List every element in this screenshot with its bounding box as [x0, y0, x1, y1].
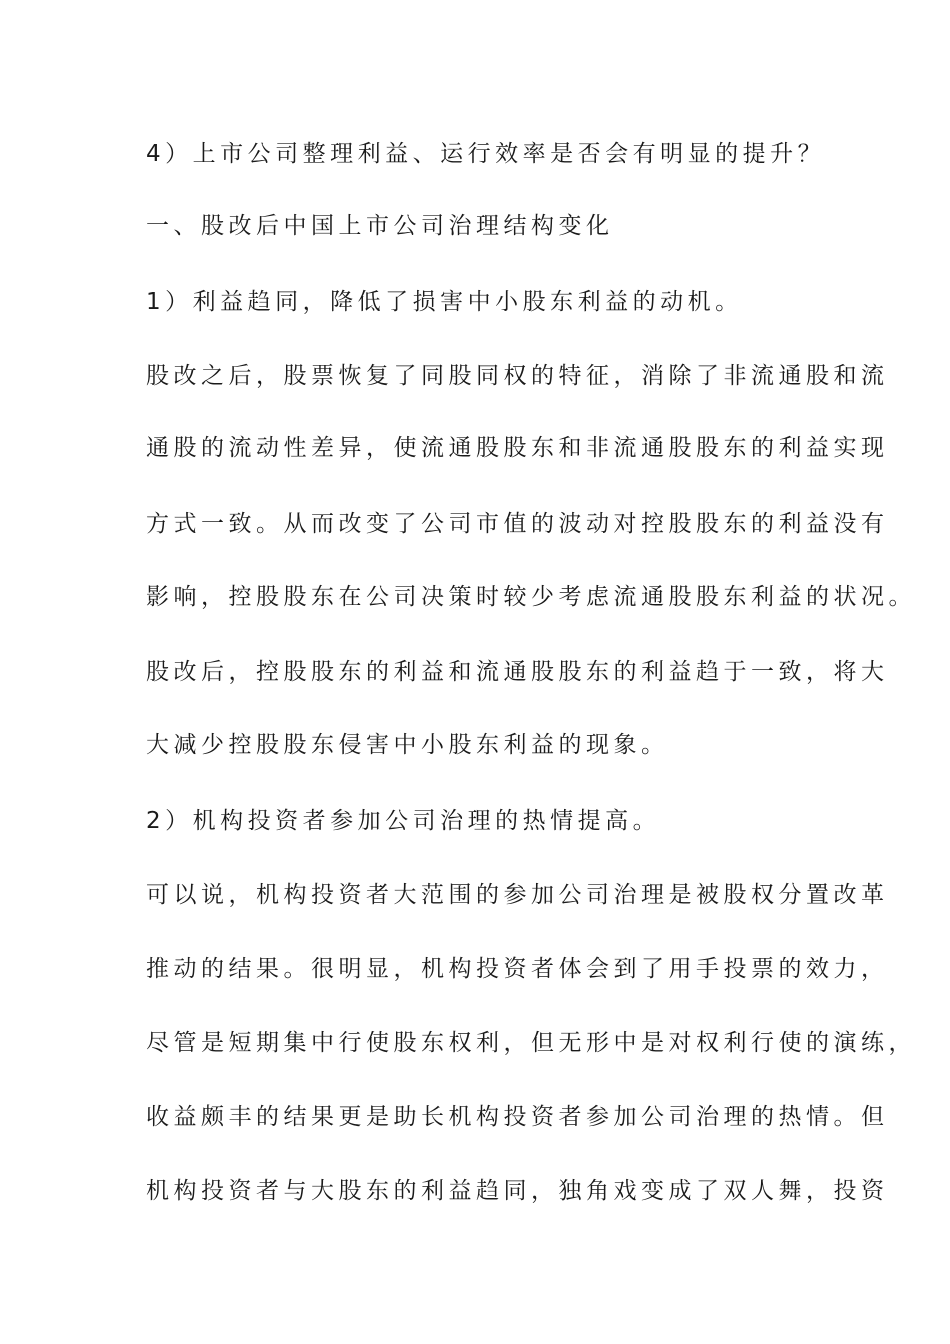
paragraph-line: 可以说，机构投资者大范围的参加公司治理是被股权分置改革	[146, 882, 889, 908]
paragraph-line: 尽管是短期集中行使股东权利，但无形中是对权利行使的演练，	[146, 1030, 916, 1056]
paragraph-line: 机构投资者与大股东的利益趋同，独角戏变成了双人舞，投资	[146, 1178, 889, 1204]
paragraph-line: 方式一致。从而改变了公司市值的波动对控股股东的利益没有	[146, 511, 889, 537]
paragraph-line: 股改后，控股股东的利益和流通股股东的利益趋于一致，将大	[146, 659, 889, 685]
paragraph-line: 收益颇丰的结果更是助长机构投资者参加公司治理的热情。但	[146, 1104, 889, 1130]
question-heading: 4）上市公司整理利益、运行效率是否会有明显的提升？	[146, 141, 826, 167]
paragraph-line: 影响，控股股东在公司决策时较少考虑流通股股东利益的状况。	[146, 584, 916, 610]
paragraph-line: 大减少控股股东侵害中小股东利益的现象。	[146, 732, 669, 758]
paragraph-line: 通股的流动性差异，使流通股股东和非流通股股东的利益实现	[146, 435, 889, 461]
paragraph-line: 推动的结果。很明显，机构投资者体会到了用手投票的效力，	[146, 956, 889, 982]
subsection-heading-2: 2）机构投资者参加公司治理的热情提高。	[146, 808, 661, 834]
subsection-heading-1: 1）利益趋同，降低了损害中小股东利益的动机。	[146, 289, 743, 315]
section-heading: 一、股改后中国上市公司治理结构变化	[146, 213, 614, 239]
paragraph-line: 股改之后，股票恢复了同股同权的特征，消除了非流通股和流	[146, 363, 889, 389]
